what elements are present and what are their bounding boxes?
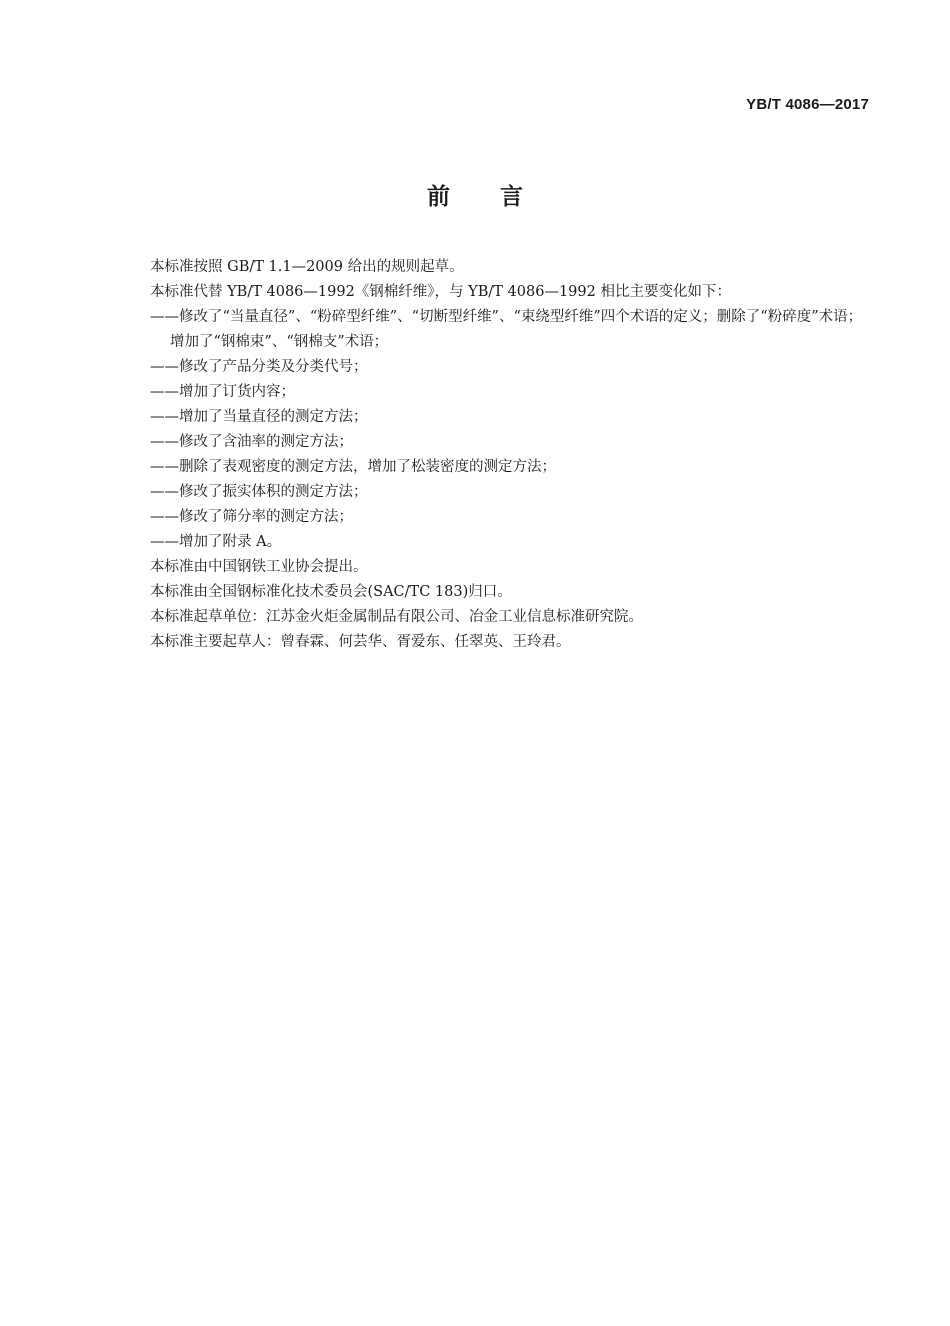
change-item: ——修改了含油率的测定方法； — [150, 434, 353, 450]
change-item: ——修改了筛分率的测定方法； — [150, 509, 353, 525]
change-item: ——增加了附录 A。 — [150, 534, 282, 550]
change-item: ——增加了订货内容； — [150, 384, 295, 400]
paragraph-drafting-units: 本标准起草单位：江苏金火炬金属制品有限公司、冶金工业信息标准研究院。 — [150, 609, 643, 625]
paragraph-committee: 本标准由全国钢标准化技术委员会(SAC/TC 183)归口。 — [150, 584, 512, 600]
change-item: ——删除了表观密度的测定方法，增加了松装密度的测定方法； — [150, 459, 556, 475]
change-item: ——增加了当量直径的测定方法； — [150, 409, 368, 425]
paragraph-replaces: 本标准代替 YB/T 4086—1992《钢棉纤维》，与 YB/T 4086—1992 相比主要变化如下： — [150, 284, 731, 300]
foreword-body — [150, 255, 872, 655]
change-item: ——修改了振实体积的测定方法； — [150, 484, 368, 500]
page-title: 前言 — [427, 184, 573, 210]
paragraph-drafters: 本标准主要起草人：曾春霖、何芸华、胥爱东、任翠英、王玲君。 — [150, 634, 571, 650]
change-item: ——修改了产品分类及分类代号； — [150, 359, 368, 375]
standard-code: YB/T 4086—2017 — [746, 96, 869, 113]
paragraph-proposer: 本标准由中国钢铁工业协会提出。 — [150, 559, 368, 575]
change-item: ——修改了“当量直径”、“粉碎型纤维”、“切断型纤维”、“束绕型纤维”四个术语的定义；删除了“粉碎度”术语；增加了“钢棉束”、“钢棉支”术语； — [150, 309, 863, 350]
paragraph-drafting-rules: 本标准按照 GB/T 1.1—2009 给出的规则起草。 — [150, 259, 464, 275]
